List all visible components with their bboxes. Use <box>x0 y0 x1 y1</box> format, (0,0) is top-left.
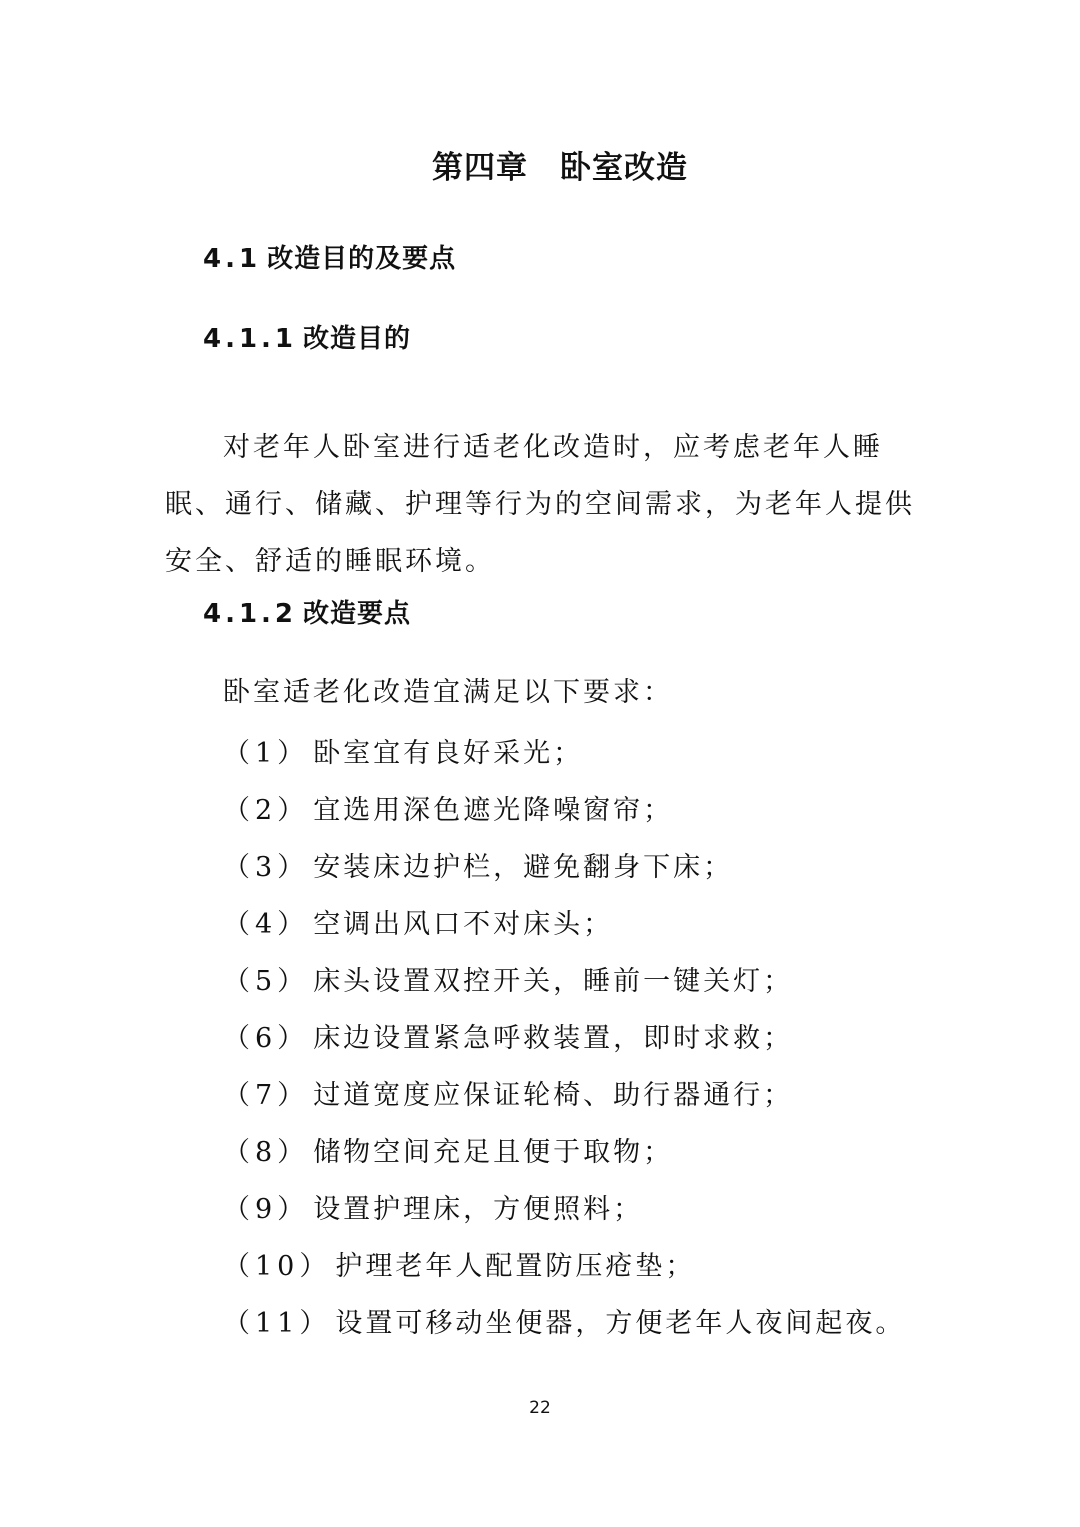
requirements-list <box>223 725 905 1352</box>
list-marker: （3） <box>223 852 310 883</box>
list-marker: （7） <box>223 1080 310 1111</box>
section-number: 4.1.2 <box>203 599 298 629</box>
list-item <box>223 725 905 782</box>
list-marker: （6） <box>223 1023 310 1054</box>
list-item-text: 储物空间充足且便于取物； <box>313 1137 674 1168</box>
list-item <box>223 896 905 953</box>
list-item-text: 护理老年人配置防压疮垫； <box>335 1251 696 1282</box>
list-marker: （5） <box>223 966 310 997</box>
list-marker: （8） <box>223 1137 310 1168</box>
list-item-text: 安装床边护栏，避免翻身下床； <box>313 852 734 883</box>
list-item-text: 床边设置紧急呼救装置，即时求救； <box>313 1023 794 1054</box>
section-heading-4-1 <box>203 238 456 275</box>
list-item <box>223 1124 905 1181</box>
section-number: 4.1.1 <box>203 324 298 354</box>
page-number: 22 <box>529 1398 551 1418</box>
list-item-text: 设置护理床，方便照料； <box>313 1194 644 1225</box>
section-number: 4.1 <box>203 244 262 274</box>
list-item-text: 卧室宜有良好采光； <box>313 738 584 769</box>
list-item-text: 空调出风口不对床头； <box>313 909 614 940</box>
list-marker: （1） <box>223 738 310 769</box>
list-item <box>223 1067 905 1124</box>
purpose-paragraph: 对老年人卧室进行适老化改造时，应考虑老年人睡眠、通行、储藏、护理等行为的空间需求，为老年人提供安全、舒适的睡眠环境。 <box>165 432 915 577</box>
list-item-text: 宜选用深色遮光降噪窗帘； <box>313 795 674 826</box>
list-marker: （4） <box>223 909 310 940</box>
list-item <box>223 953 905 1010</box>
list-item <box>223 1238 905 1295</box>
section-title: 改造要点 <box>303 599 412 629</box>
list-item-text: 床头设置双控开关，睡前一键关灯； <box>313 966 794 997</box>
list-marker: （11） <box>223 1308 332 1339</box>
section-title: 改造目的 <box>303 324 412 354</box>
section-heading-4-1-2 <box>203 593 411 630</box>
chapter-title: 第四章 卧室改造 <box>432 150 688 186</box>
list-item <box>223 839 905 896</box>
list-marker: （2） <box>223 795 310 826</box>
list-marker: （10） <box>223 1251 332 1282</box>
requirements-intro: 卧室适老化改造宜满足以下要求： <box>223 677 673 708</box>
list-item <box>223 1181 905 1238</box>
list-item-text: 设置可移动坐便器，方便老年人夜间起夜。 <box>335 1308 906 1339</box>
list-item <box>223 1295 905 1352</box>
list-item <box>223 782 905 839</box>
section-title: 改造目的及要点 <box>267 244 457 274</box>
list-item-text: 过道宽度应保证轮椅、助行器通行； <box>313 1080 794 1111</box>
section-heading-4-1-1 <box>203 318 411 355</box>
list-marker: （9） <box>223 1194 310 1225</box>
list-item <box>223 1010 905 1067</box>
